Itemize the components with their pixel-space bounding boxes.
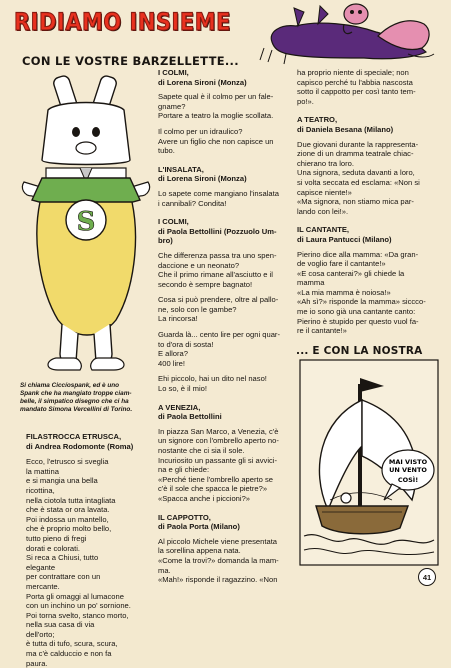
joke-insalata: L'INSALATA, di Lorena Sironi (Monza) Lo sapete come mangiano l'insalata i cannibali? Condita!	[158, 165, 286, 208]
poem-line: ricottina,	[26, 485, 55, 495]
poem-line: è tutta di tufo, scura, scura,	[26, 639, 118, 649]
poem-line: Porta gli omaggi al lumacone	[26, 591, 124, 601]
poem-line: Poi indossa un mantello,	[26, 514, 109, 524]
speech-bubble-line-1: MAI VISTO	[388, 458, 428, 466]
text-line: Che il primo rimane all'asciutto e il	[158, 270, 273, 280]
text-line: chierano tra loro.	[297, 158, 354, 168]
poem-line: per contrattare con un	[26, 572, 101, 582]
filastrocca-article	[26, 432, 148, 668]
text-line: Ehi piccolo, hai un dito nel naso!	[158, 374, 267, 384]
text-line: gname?	[158, 101, 186, 111]
joke-colmi-1: I COLMI, di Lorena Sironi (Monza) Sapete qual è il colmo per un fale- gname? Portare a teatro la moglie scollata. Il colmo per un idraulico? Avere un figlio che non capisce un tubo.	[158, 68, 286, 156]
text-line: lando con lei!».	[297, 206, 349, 216]
poem-line: che è proprio molto bello,	[26, 524, 112, 534]
text-line: «E cosa canterai?» gli chiede la	[297, 268, 405, 278]
cicciospank-illustration	[18, 70, 153, 376]
text-line: po!».	[297, 96, 314, 106]
text-line: la sorellina appena nata.	[158, 546, 241, 556]
speech-bubble-line-3: COSÌ!	[397, 476, 419, 484]
text-line: i cannibali? Condita!	[158, 198, 227, 208]
text-line: Al piccolo Michele viene presentata	[158, 536, 278, 546]
text-line: Il colmo per un idraulico?	[158, 126, 243, 136]
poem-line: e si mangia una bella	[26, 476, 98, 486]
page-title: RIDIAMO INSIEME	[14, 8, 231, 36]
text-line: «Ma signora, non stiamo mica par-	[297, 197, 414, 207]
text-line: Lo sapete come mangiano l'insalata	[158, 188, 279, 198]
text-line: Lo so, è il mio!	[158, 384, 207, 394]
text-line: Avere un figlio che non capisce un	[158, 136, 274, 146]
text-line: me io sono già una cantante canto:	[297, 307, 416, 317]
page-number: 41	[418, 568, 436, 586]
poem-line: tutto pieno di fregi	[26, 533, 87, 543]
text-line: si volta seccata ed esclama: «Non si	[297, 177, 420, 187]
joke-cappotto-continued	[297, 68, 433, 106]
text-line: nostante che ci sia il sole.	[158, 446, 245, 455]
text-line: secondo è sempre bagnato!	[158, 279, 253, 289]
page-subtitle: CON LE VOSTRE BARZELLETTE...	[22, 54, 239, 68]
text-line: daccione e un neonato?	[158, 260, 240, 270]
text-line: tubo.	[158, 146, 175, 156]
text-line: La rincorsa!	[158, 314, 198, 324]
poem-line: la mattina	[26, 466, 59, 476]
text-line: re il cantante!»	[297, 326, 347, 336]
text-line: ha proprio niente di speciale; non	[297, 68, 409, 77]
text-line: Una signora, seduta davanti a loro,	[297, 168, 415, 178]
poem-line: ma c'è calduccio e non fa	[26, 649, 112, 659]
text-line: Due giovani durante la rappresenta-	[297, 139, 419, 149]
text-line: capisce niente!»	[297, 187, 352, 197]
text-line: to d'ora di sosta!	[158, 339, 214, 349]
poem-line: con un inchino un po' sornione.	[26, 601, 131, 611]
joke-cappotto: IL CAPPOTTO, di Paola Porta (Milano) Al piccolo Michele viene presentata la sorellina appena nata. «Come la trovi?» domanda la mam- ma. «Mah!» risponde il ragazzino. «Non	[158, 513, 286, 585]
ship-cartoon-illustration	[300, 360, 438, 565]
text-line: «Perché tiene l'ombrello aperto se	[158, 474, 274, 484]
poem-line: mercante.	[26, 581, 60, 591]
text-line: sotto il cappotto per così tanto tem-	[297, 87, 416, 97]
text-line: Cosa si può prendere, oltre al pallo-	[158, 295, 279, 305]
text-line: ma.	[158, 565, 171, 575]
middle-column	[158, 68, 286, 594]
joke-venezia: A VENEZIA, di Paola Bettollini In piazza San Marco, a Venezia, c'è un signore con l'ombrello aperto no- nostante che ci sia il sole. Incuriosito un passante gli si avvici- na e gli chiede: «Perché tiene l'ombrello aperto se c'è il sole che spacca le pietre?» «Spacca anche i piccioni?»	[158, 403, 286, 504]
text-line: Che differenza passa tra uno spen-	[158, 250, 277, 260]
poem-line: dell'orto;	[26, 629, 55, 639]
text-line: Pierino dice alla mamma: «Da gran-	[297, 249, 419, 259]
text-line: «La mia mamma è noiosa!»	[297, 287, 391, 297]
text-line: Portare a teatro la moglie scollata.	[158, 111, 274, 121]
poem-line: paura.	[26, 658, 48, 668]
poem-line: elegante	[26, 562, 56, 572]
joke-cantante: IL CANTANTE, di Laura Pantucci (Milano) Pierino dice alla mamma: «Da gran- de voglio fare il cantante!» «E cosa canterai?» gli chiede la mamma «La mia mamma è noiosa!» «Ah sì?» risponde la mamma» siccco- me io sono già una cantante canto: Pierino è stupido per questo vuol fa- re il cantante!»	[297, 225, 433, 336]
poem-lines	[26, 457, 148, 668]
text-line: «Come la trovi?» domanda la mam-	[158, 555, 279, 565]
badge-letter: S	[76, 207, 96, 237]
poem-line: Ecco, l'etrusco si sveglia	[26, 457, 109, 467]
text-line: na e gli chiede:	[158, 465, 210, 475]
text-line: ne, solo con le gambe?	[158, 304, 237, 314]
illustration-caption: Si chiama Ciccíospank, ed è uno Spank che ha mangiato troppe ciam- belle, il simpatico disegno che ci ha mandato Simona Vercellini di Torino.	[20, 382, 133, 414]
text-line: In piazza San Marco, a Venezia, c'è	[158, 426, 279, 436]
text-line: mamma	[297, 278, 325, 288]
text-line: c'è il sole che spacca le pietre?»	[158, 484, 268, 494]
joke-colmi-2: I COLMI, di Paola Bettollini (Pozzuolo Um- bro) Che differenza passa tra uno spen- daccione e un neonato? Che il primo rimane all'asciutto e il secondo è sempre bagnato! Cosa si può prendere, oltre al pallo- ne, solo con le gambe? La rincorsa! Guarda là... cento lire per ogni quar- to d'ora di sosta! E allora? 400 lire! Ehi piccolo, hai un dito nel naso! Lo so, è il mio!	[158, 217, 286, 394]
right-column	[297, 68, 433, 345]
dog-cartoon-illustration	[258, 2, 438, 64]
poem-line: nella sua casa di via	[26, 620, 95, 630]
poem-line: nella ciotola tutta intagliata	[26, 495, 116, 505]
text-line: Guarda là... cento lire per ogni quar-	[158, 330, 280, 340]
text-line: un signore con l'ombrello aperto no-	[158, 436, 279, 446]
joke-teatro: A TEATRO, di Daniela Besana (Milano) Due giovani durante la rappresenta- zione di un dramma teatrale chiac- chierano tra loro. Una signora, seduta davanti a loro, si volta seccata ed esclama: «Non si capisce niente!» «Ma signora, non stiamo mica par- lando con lei!».	[297, 115, 433, 216]
poem-line: Poi torna svelto, stanco morto,	[26, 610, 129, 620]
text-line: 400 lire!	[158, 358, 186, 368]
text-line: «Mah!» risponde il ragazzino. «Non	[158, 575, 278, 585]
text-line: zione di un dramma teatrale chiac-	[297, 149, 414, 159]
text-line: E allora?	[158, 349, 188, 359]
poem-line: Si reca a Chiusi, tutto	[26, 553, 99, 563]
article-author: di Andrea Rodomonte (Roma)	[26, 441, 134, 451]
text-line: capisco perché tu l'abbia nascosta	[297, 77, 413, 87]
text-line: Sapete qual è il colmo per un fale-	[158, 92, 274, 102]
text-line: de voglio fare il cantante!»	[297, 259, 386, 269]
text-line: «Spacca anche i piccioni?»	[158, 493, 251, 503]
text-line: Incuriosito un passante gli si avvici-	[158, 455, 278, 465]
poem-line: che è stata or ora lavata.	[26, 505, 110, 515]
text-line: «Ah sì?» risponde la mamma» siccco-	[297, 297, 426, 307]
text-line: Pierino è stupido per questo vuol fa-	[297, 316, 419, 326]
speech-bubble-line-2: UN VENTO	[389, 466, 427, 474]
article-heading: FILASTROCCA ETRUSCA,	[26, 432, 122, 441]
poem-line: dorati e colorati.	[26, 543, 81, 553]
section-heading-nostra: ... E CON LA NOSTRA	[296, 345, 423, 357]
